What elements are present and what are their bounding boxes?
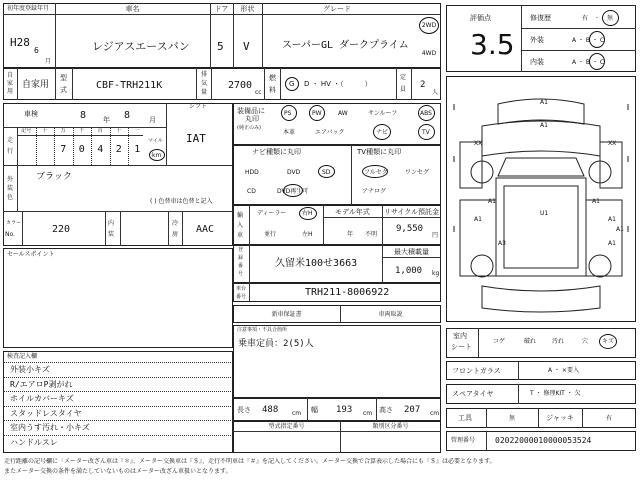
cooling-label-1: 冷 (172, 220, 179, 227)
sales-point-label: セールスポイント (7, 251, 55, 258)
mileage-digit-3: 2 (115, 144, 122, 155)
car-name-value: レジアスエースバン (92, 40, 190, 53)
fuel-label-1: 燃 (269, 74, 276, 82)
sales-point-box (3, 248, 233, 348)
damage-mark-2: A1 (540, 122, 548, 129)
chassis-side-1: 車台 (236, 286, 247, 292)
seat-item-koge: コゲ (493, 338, 506, 345)
interior-grades: A ・ B ・ C (572, 59, 605, 66)
mileage-header-1: 十 (42, 128, 48, 134)
inspection-label: 車検 (24, 110, 38, 118)
navi-dvd-play: DVD再生可 (277, 188, 309, 195)
model-year-value: 不明 (365, 231, 378, 238)
interior-grade-label: 内装 (530, 58, 544, 66)
disp-unit: cc (255, 89, 262, 96)
seat-item-yabure: 破れ (524, 338, 537, 345)
equip-pw: PW (312, 110, 322, 117)
import-left-h: 左H (302, 231, 313, 238)
color-side-2: 装 (7, 185, 14, 192)
type-label-2: 式 (60, 86, 67, 94)
jack-label: ジャッキ (546, 414, 574, 422)
colorno-label-1: カラー (6, 220, 22, 226)
repair-no: 無 (607, 15, 614, 22)
cooling-value: AAC (196, 224, 215, 235)
tv-fullseg: フルセグ (364, 169, 388, 176)
exterior-label: 外装 (530, 36, 544, 44)
interior-b-circle (589, 53, 605, 70)
mileage-header-0: 記号 (21, 128, 32, 134)
usage-row (3, 68, 441, 100)
footer-line-1: 走行距離の記号欄に「メーター改ざん車は『＊』、メーター交換車は『＄』、走行不明車は『＃』を記入してください。メーター交換で合算表示した場合にも『＄』は必要となります。 (4, 458, 496, 465)
car-name-label: 車名 (125, 5, 140, 13)
damage-mark-3: XX (474, 140, 483, 147)
navi-sd: SD (322, 169, 331, 176)
class-label-3: 用 (7, 88, 14, 95)
grade-value: スーパーGL ダークプライム (282, 40, 409, 51)
recycle-label: リサイクル預託金 (383, 208, 440, 216)
disp-label-2: 気 (201, 80, 208, 87)
equip-tv: TV (422, 129, 430, 136)
reg-year-label: 初年度登録年月 (7, 5, 50, 12)
manage-label: 管理番号 (451, 437, 476, 444)
import-side-3: 車 (237, 232, 244, 239)
cap-label-2: 員 (400, 86, 407, 93)
class-label-1: 自 (7, 72, 14, 79)
width-label: 幅 (311, 406, 318, 414)
color-note: ( ) 色替車は色替と記入 (150, 198, 213, 205)
footer-line-2: またメーター交換の条件を満たしていないものはメーター改ざん車扱いとなります。 (4, 468, 232, 475)
recycle-value: 9,550 (396, 224, 424, 234)
equipment-note: (純正のみ) (237, 125, 261, 131)
seat-label-2: シート (451, 343, 472, 351)
repair-yes: 有 (582, 15, 589, 22)
height-label: 高さ (379, 406, 393, 414)
inspector-item-0: 外装小キズ (10, 365, 50, 374)
colorno-value: 220 (52, 224, 71, 235)
height-unit: cm (430, 410, 440, 417)
mileage-digit-0: 7 (60, 144, 67, 155)
drive-2wd: 2WD (421, 22, 437, 29)
mileage-header-4: 百 (97, 128, 103, 134)
cooling-label-2: 房 (172, 231, 179, 238)
mileage-unit-mile: マイル (148, 138, 163, 144)
height-value: 207 (404, 405, 421, 415)
doors-value: 5 (217, 40, 224, 53)
shift-label: シフト (189, 103, 208, 110)
seat-item-kizu: キズ (602, 338, 614, 345)
damage-mark-4: XX (608, 140, 617, 147)
score-value: 3.5 (470, 28, 515, 61)
color-side-1: 外 (7, 176, 14, 183)
damage-mark-11: A3 (498, 240, 506, 247)
reg-year-value: H28 (10, 36, 30, 49)
interior-label-1: 内 (108, 220, 115, 227)
chassis-side-2: 番号 (236, 294, 247, 300)
exterior-grades: A ・ B ・ C (572, 37, 605, 44)
damage-mark-8: A1 (474, 216, 482, 223)
model-year-prefix: 年 (347, 231, 354, 238)
inspection-month: 8 (124, 110, 131, 121)
usage-class-value: 自家用 (22, 80, 50, 90)
mileage-digit-4: 1 (134, 144, 141, 155)
damage-mark-7: U1 (540, 210, 549, 217)
equip-leather: 本革 (283, 129, 296, 136)
import-side-1: 輸 (237, 212, 244, 219)
registration-value: 久留米100せ3663 (275, 258, 358, 269)
colorno-label-2: No. (5, 231, 15, 238)
type-no-label: 型式指定番号 (268, 423, 305, 430)
displacement-value: 2700 (228, 80, 253, 91)
seat-label-1: 室内 (453, 332, 467, 340)
tv-title: TV種類に丸印 (357, 148, 402, 156)
tv-oneseg: ワンセグ (405, 169, 430, 176)
disp-label-1: 排 (201, 71, 208, 78)
mileage-side-2: 行 (7, 148, 14, 155)
notes-value: 乗車定員：2(5)人 (238, 339, 314, 349)
disp-label-3: 量 (201, 89, 208, 96)
reg-month-value: 6 (34, 46, 39, 55)
manual-label: 車両取説 (378, 311, 403, 318)
inspector-item-5: ハンドルスレ (10, 438, 58, 447)
fuel-options: D ・ HV ・（ ） (304, 80, 372, 88)
shape-value: V (243, 40, 250, 53)
damage-mark-12: A1 (608, 240, 616, 247)
score-label: 評価点 (470, 14, 491, 22)
spare-value: T ・ 修理KIT ・ 欠 (530, 390, 581, 397)
cap-unit: 人 (432, 89, 439, 96)
model-year-label: モデル年式 (335, 208, 370, 216)
cap-label-1: 定 (400, 74, 407, 81)
equip-ps: PS (284, 110, 292, 117)
color-side-3: 色 (7, 194, 14, 201)
car-diagram (446, 76, 636, 322)
warranty-label: 新車保証書 (271, 311, 302, 318)
jack-value: 有 (605, 415, 612, 422)
doors-label: ドア (214, 5, 229, 13)
glass-value: A ・ ×要入 (548, 367, 579, 374)
glass-label: フロントガラス (452, 367, 501, 375)
grade-label: グレード (323, 5, 351, 13)
equip-aw: AW (338, 110, 348, 117)
notes-label: 注意事項・不具合箇所 (237, 327, 288, 333)
mileage-digit-1: 0 (78, 144, 85, 155)
mileage-header-5: 十 (116, 128, 122, 134)
length-unit: cm (292, 410, 302, 417)
manage-value: 02022000010000053524 (495, 436, 592, 445)
inspection-year-unit: 年 (103, 116, 110, 124)
inspector-item-3: スタッドレスタイヤ (10, 408, 82, 418)
length-value: 488 (262, 405, 279, 415)
shift-value: IAT (186, 132, 206, 145)
width-unit: cm (363, 410, 373, 417)
import-parallel: 並行 (264, 231, 277, 238)
chassis-value: TRH211-8006922 (305, 287, 390, 298)
color-value: ブラック (36, 172, 72, 182)
equipment-title-2: 丸印 (245, 115, 259, 123)
inspection-month-unit: 月 (149, 116, 156, 124)
equip-sunroof: サンルーフ (368, 110, 398, 117)
reg-side-2: 録 (238, 255, 244, 261)
length-label: 長さ (237, 406, 251, 414)
seat-item-yogore: 汚れ (552, 338, 565, 345)
mileage-header-6: 一 (134, 128, 140, 134)
capacity-value: 2 (420, 80, 426, 90)
repair-sep: ・ (594, 15, 601, 22)
tv-analog: アナログ (362, 188, 387, 195)
inspection-year: 8 (80, 110, 87, 121)
reg-month-unit: 月 (45, 58, 52, 65)
inspector-item-1: R/エアロP剥がれ (10, 379, 73, 389)
mileage-header-2: 万 (60, 128, 66, 134)
navi-dvd: DVD (287, 169, 301, 176)
class-no-label: 類別区分番号 (372, 423, 409, 430)
recycle-unit: 円 (432, 232, 439, 239)
equip-airbag: エアバック (315, 129, 345, 136)
damage-mark-10: A1 (616, 226, 624, 233)
shape-label: 形状 (240, 5, 255, 13)
tools-label: 工具 (458, 414, 472, 422)
fuel-g: G (289, 80, 295, 88)
max-load-value: 1,000 (395, 266, 423, 276)
type-label-1: 型 (60, 74, 67, 82)
navi-cd: CD (247, 188, 256, 195)
damage-mark-5: A1 (488, 198, 496, 205)
inspector-label: 検査記入欄 (7, 353, 38, 360)
import-right-h: 右H (302, 210, 313, 217)
mileage-side-1: 走 (7, 137, 14, 144)
reg-side-1: 登 (238, 247, 244, 253)
inspector-item-4: 室内うす汚れ・小キズ (10, 423, 90, 433)
damage-mark-6: A1 (592, 198, 600, 205)
model-code: CBF-TRH211K (96, 80, 163, 91)
import-side-2: 入 (237, 222, 244, 229)
mileage-digit-2: 4 (97, 144, 104, 155)
equip-abs: ABS (420, 110, 432, 117)
reg-side-4: 号 (238, 271, 244, 277)
width-value: 193 (336, 405, 353, 415)
navi-title: ナビ種類に丸印 (252, 148, 301, 156)
equipment-title: 装備品に (237, 107, 265, 115)
max-load-label: 最大積載量 (394, 248, 429, 256)
import-dealer: ディーラー (257, 210, 287, 217)
tools-value: 無 (508, 415, 515, 422)
navi-hdd: HDD (245, 169, 259, 176)
max-load-unit: kg (432, 270, 440, 277)
mileage-unit-km: km (152, 152, 162, 159)
equip-navi: ナビ (376, 129, 389, 136)
seat-item-ana: 穴 (582, 338, 589, 345)
spare-label: スペアタイヤ (452, 390, 494, 398)
fuel-label-2: 料 (269, 86, 276, 94)
damage-mark-1: A1 (540, 99, 548, 106)
damage-mark-9: A1 (608, 216, 616, 223)
repair-label: 修復歴 (530, 14, 551, 22)
notes-box (233, 325, 441, 398)
drive-4wd: 4WD (421, 50, 437, 57)
exterior-b-circle (589, 31, 605, 48)
reg-side-3: 番 (238, 263, 244, 269)
class-label-2: 家 (7, 80, 14, 87)
interior-label-2: 装 (108, 231, 115, 238)
inspector-item-2: ホイルカバーキズ (10, 394, 74, 404)
mileage-header-3: 千 (79, 128, 85, 134)
